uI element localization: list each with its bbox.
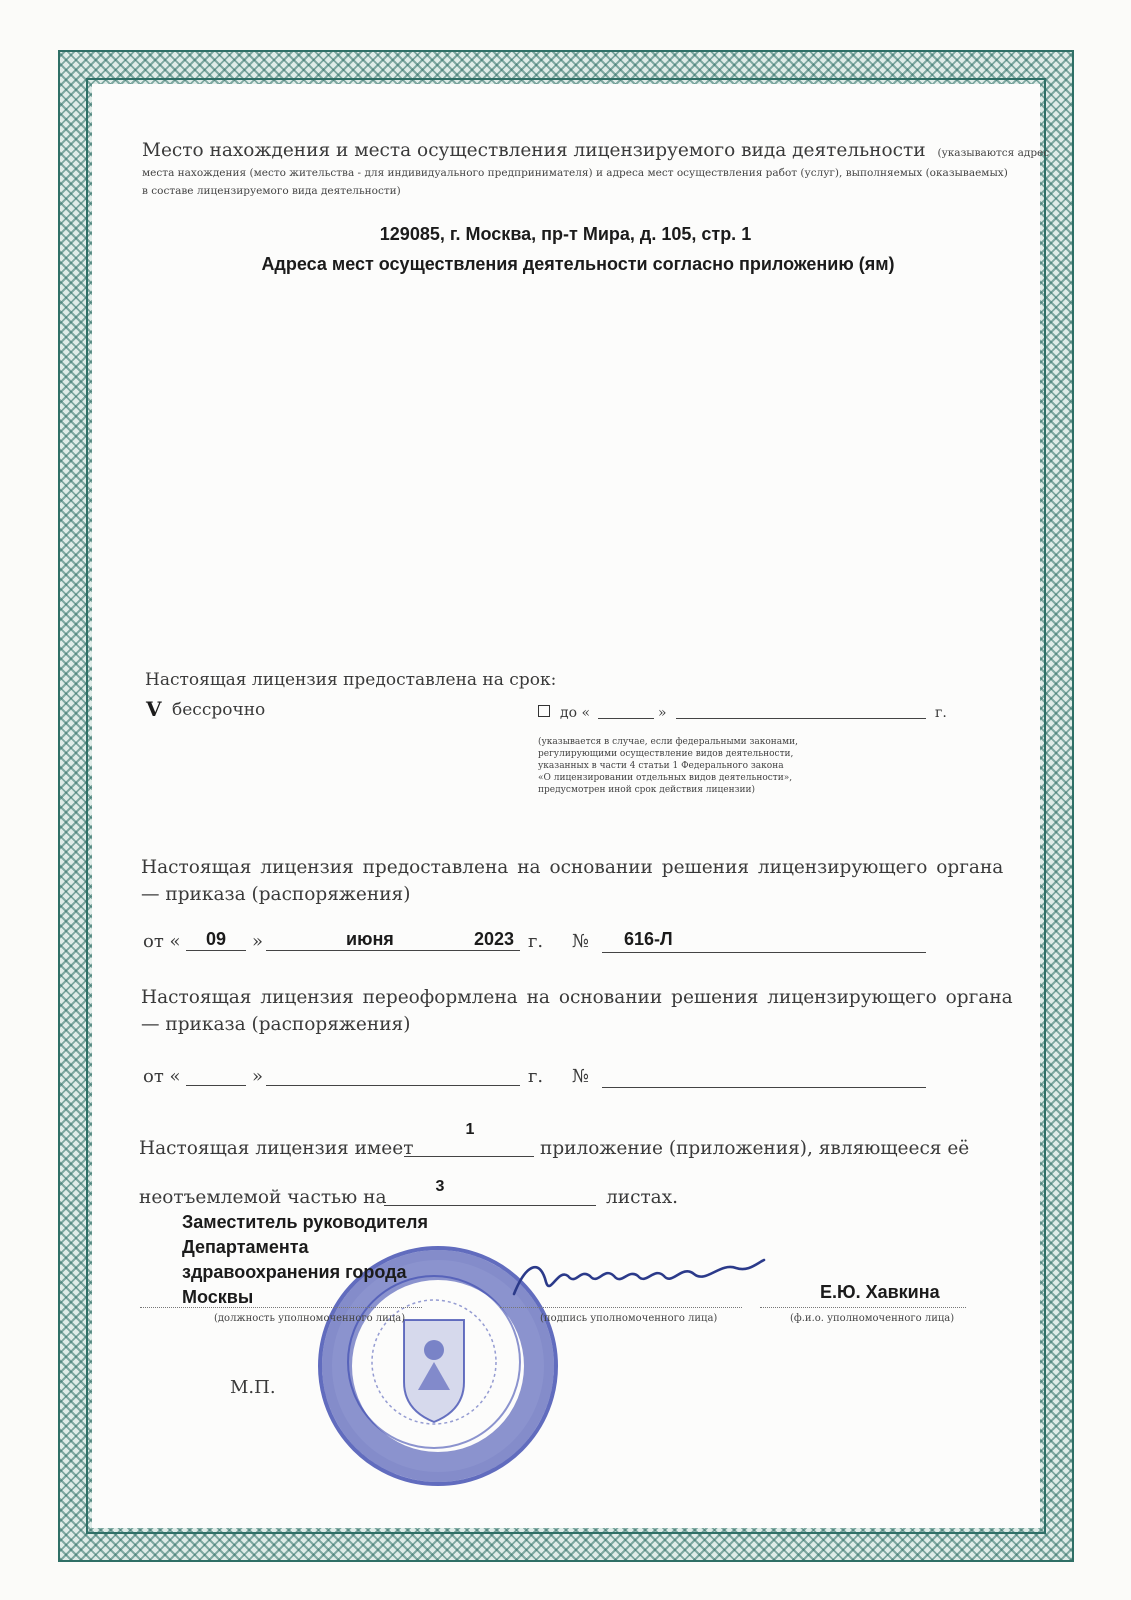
term-label: Настоящая лицензия предоставлена на срок: bbox=[145, 670, 557, 690]
signer-name: Е.Ю. Хавкина bbox=[820, 1282, 940, 1302]
term-day-line bbox=[598, 718, 654, 719]
term-note-line2: регулирующими осуществление видов деятельности, bbox=[538, 749, 794, 759]
seal-place-label: М.П. bbox=[230, 1377, 276, 1398]
appendix-text-d: листах. bbox=[606, 1187, 679, 1208]
document-sheet bbox=[92, 84, 1040, 1528]
term-unlimited-label: бессрочно bbox=[172, 700, 266, 720]
checkbox-until bbox=[538, 705, 550, 717]
header-note-line1: (указываются адрес bbox=[937, 147, 1050, 159]
position-signature-line bbox=[140, 1307, 422, 1308]
reissue-from-label: от « bbox=[143, 1066, 181, 1087]
header-title-text: Место нахождения и места осуществления лицензируемого вида деятельности bbox=[142, 140, 926, 161]
appendix-text-a: Настоящая лицензия имеет bbox=[139, 1138, 414, 1159]
reissue-text-line1: Настоящая лицензия переоформлена на основании решения лицензирующего органа bbox=[141, 987, 1013, 1008]
term-year-suffix: г. bbox=[935, 705, 947, 721]
name-line bbox=[760, 1307, 966, 1308]
basis-number: 616-Л bbox=[624, 929, 673, 949]
sign-line bbox=[500, 1307, 742, 1308]
appendix-text-c: неотъемлемой частью на bbox=[139, 1187, 387, 1208]
header-title bbox=[142, 140, 1049, 161]
basis-number-line bbox=[602, 952, 926, 953]
header-note-line2: места нахождения (место жительства - для индивидуального предпринимателя) и адреса мест осуществления работ (услуг), выполняемых (оказываемых) bbox=[142, 167, 1008, 179]
reissue-text-line2: — приказа (распоряжения) bbox=[141, 1014, 411, 1035]
reissue-month-line bbox=[266, 1085, 520, 1086]
signer-position-line2: Департамента bbox=[182, 1237, 309, 1257]
basis-day: 09 bbox=[205, 929, 227, 949]
term-note-line3: указанных в части 4 статьи 1 Федерального закона bbox=[538, 761, 784, 771]
reissue-quote-close: » bbox=[252, 1066, 264, 1087]
appendix-sheets: 3 bbox=[435, 1178, 445, 1195]
term-until-label: до « bbox=[560, 705, 591, 721]
appendix-count-line bbox=[404, 1156, 534, 1157]
basis-year-suffix: г. bbox=[528, 931, 544, 952]
appendix-sheets-line bbox=[384, 1205, 596, 1206]
term-note-line5: предусмотрен иной срок действия лицензии) bbox=[538, 785, 756, 795]
reissue-number-line bbox=[602, 1087, 926, 1088]
signer-position-line4: Москвы bbox=[182, 1287, 254, 1307]
basis-day-line bbox=[186, 950, 246, 951]
basis-number-label: № bbox=[572, 931, 590, 952]
position-caption: (должность уполномоченного лица) bbox=[214, 1313, 406, 1324]
term-note-line4: «О лицензировании отдельных видов деятельности», bbox=[538, 773, 793, 783]
term-quote-close: » bbox=[658, 705, 667, 721]
sign-caption: (подпись уполномоченного лица) bbox=[540, 1313, 718, 1324]
handwritten-signature bbox=[506, 1246, 770, 1306]
address-line: 129085, г. Москва, пр-т Мира, д. 105, стр. 1 bbox=[379, 224, 752, 244]
checkbox-checked-mark: V bbox=[146, 697, 162, 721]
reissue-number-label: № bbox=[572, 1066, 590, 1087]
address-locations-note: Адреса мест осуществления деятельности согласно приложению (ям) bbox=[261, 254, 895, 274]
term-month-line bbox=[676, 718, 926, 719]
appendix-count: 1 bbox=[465, 1121, 475, 1138]
term-note-line1: (указывается в случае, если федеральными законами, bbox=[538, 737, 799, 747]
name-caption: (ф.и.о. уполномоченного лица) bbox=[790, 1313, 955, 1324]
reissue-year-suffix: г. bbox=[528, 1066, 544, 1087]
basis-text-line1: Настоящая лицензия предоставлена на основании решения лицензирующего органа bbox=[141, 857, 1004, 878]
basis-month: июня bbox=[346, 929, 394, 949]
signer-position-line3: здравоохранения города bbox=[182, 1262, 407, 1282]
basis-month-line bbox=[266, 950, 520, 951]
basis-from-label: от « bbox=[143, 931, 181, 952]
signer-position-line1: Заместитель руководителя bbox=[182, 1212, 428, 1232]
appendix-text-b: приложение (приложения), являющееся её bbox=[540, 1138, 970, 1159]
reissue-day-line bbox=[186, 1085, 246, 1086]
basis-year: 2023 bbox=[474, 929, 515, 949]
basis-quote-close: » bbox=[252, 931, 264, 952]
header-note-line3: в составе лицензируемого вида деятельности) bbox=[142, 185, 401, 197]
basis-text-line2: — приказа (распоряжения) bbox=[141, 884, 411, 905]
